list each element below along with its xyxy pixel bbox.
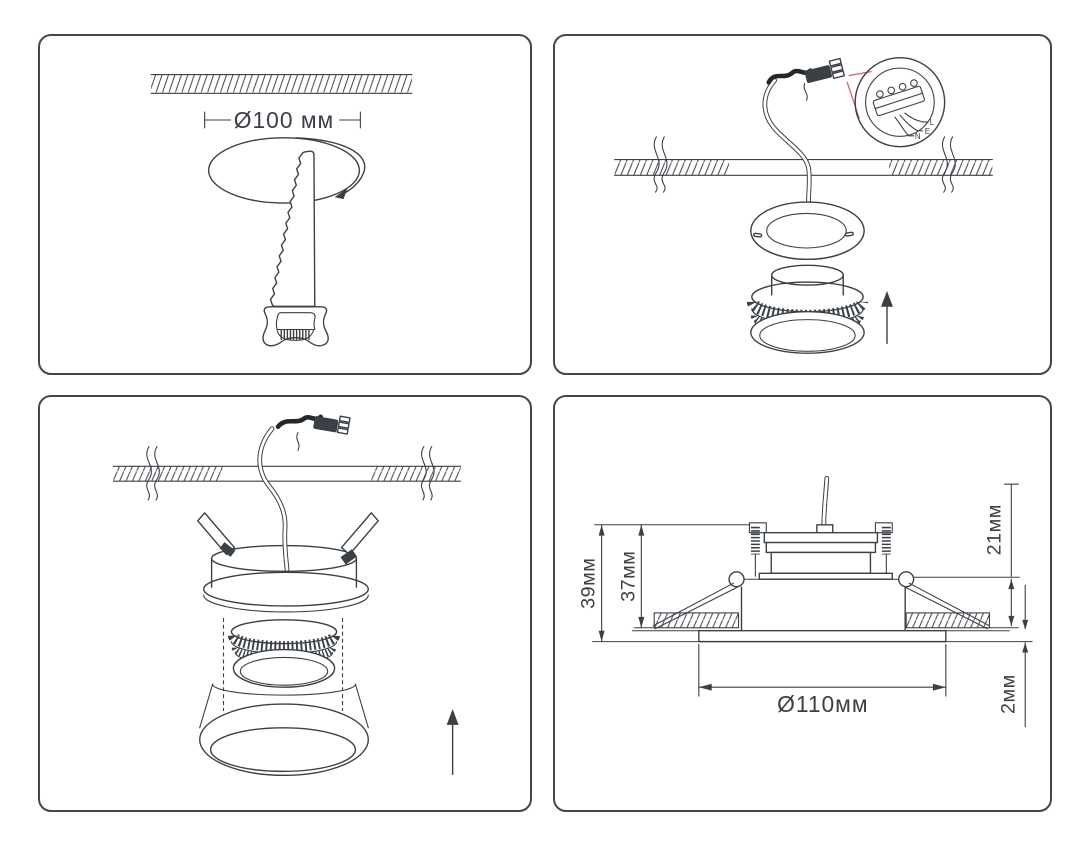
dimension-trim-protrusion: [997, 585, 1028, 727]
trim-diameter-label: Ø110мм: [777, 690, 869, 717]
lamp-module: [751, 265, 864, 353]
dimension-trim-diameter: [699, 645, 946, 717]
hole-diameter-label: Ø100 мм: [233, 106, 335, 133]
terminal-label-live: L: [929, 117, 935, 127]
up-arrow-icon: [881, 291, 893, 343]
dimension-recess-height: [617, 525, 644, 628]
spring-clip-right: [341, 513, 379, 565]
ceiling-section: [632, 613, 1018, 631]
keyhole-saw: [263, 151, 328, 346]
lamp-module: [231, 620, 336, 687]
panel-step3-insert-springs: [38, 395, 532, 812]
saw-blade: [271, 151, 315, 306]
above-ceiling-label: 21мм: [983, 504, 1006, 556]
terminal-label-neutral: N: [914, 131, 921, 141]
dimension-above-ceiling: [914, 484, 1019, 626]
ceiling-section: [113, 466, 460, 481]
magnifier-leader-lines: [847, 72, 871, 118]
terminal-block: [870, 78, 934, 140]
ceiling-section: [151, 75, 412, 94]
trim-flange: [699, 631, 946, 642]
connector-plug: [278, 412, 350, 451]
connector-plug: [769, 58, 845, 100]
screw-slot-left: [754, 233, 762, 237]
terminal-label-earth: E: [924, 126, 931, 136]
up-arrow-icon: [447, 709, 459, 774]
trim-protrusion-label: 2мм: [997, 674, 1020, 714]
hole-diameter-dimension: [205, 107, 361, 133]
mains-wire: [765, 80, 809, 203]
recess-height-label: 37мм: [617, 550, 640, 602]
cross-section-fixture: [593, 478, 1032, 641]
spring-clip-left: [198, 513, 236, 557]
panel-step4-dimensions: [553, 395, 1052, 812]
trim-ring: [751, 202, 864, 259]
total-height-label: 39мм: [577, 557, 600, 609]
magnifier-circle: [855, 58, 944, 147]
panel-step2-connect-wiring: [553, 34, 1052, 375]
panel-step1-cut-hole: [38, 34, 532, 375]
cut-hole-ellipse: [209, 138, 360, 203]
ceiling-section: [615, 160, 993, 176]
screw-slot-right: [845, 232, 853, 236]
